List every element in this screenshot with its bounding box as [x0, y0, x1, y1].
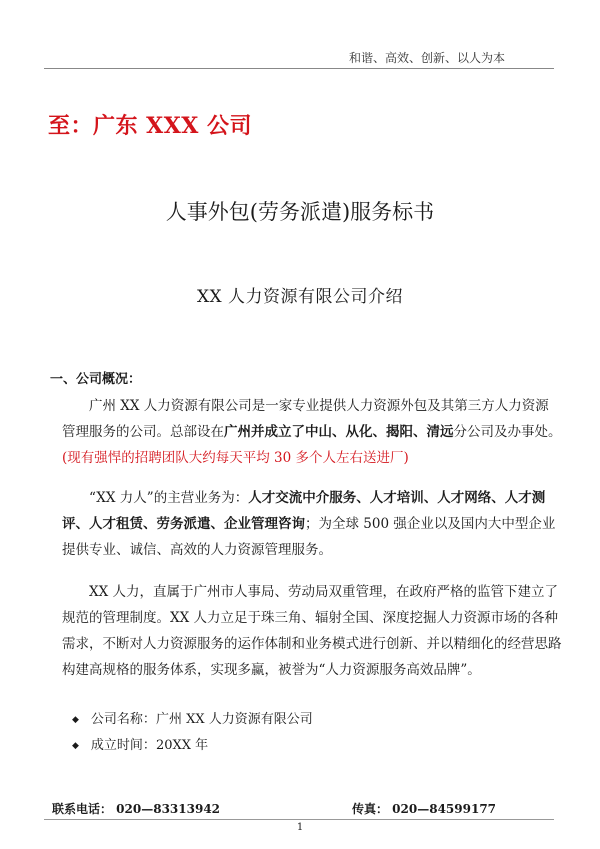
p1-recruitment-note: (现有强悍的招聘团队大约每天平均 30 多个人左右送进厂) [62, 450, 409, 466]
company-name-label: 公司名称： [90, 712, 156, 727]
paragraph-management: XX 人力，直属于广州市人事局、劳动局双重管理，在政府严格的监管下建立了规范的管理制度。XX 人力立足于珠三角、辐射全国、深度挖掘人力资源市场的各种需求，不断对人力资源服务的运作体制和业务模式进行创新、并以精细化的经营思路构建高规格的服务体系，实现多赢，被誉为“人力资源服务高效品牌”。 [62, 584, 562, 678]
footer-rule [44, 819, 554, 820]
header-rule [44, 68, 554, 69]
document-title: 人事外包(劳务派遣)服务标书 [165, 200, 435, 224]
p1-text-a: 广州 XX 人力资源有限公司是一家专业提供人力资源外包及其第三方人力资源管理服务的公司。总部设在 [62, 398, 549, 440]
page-number: 1 [296, 822, 304, 833]
section-heading-overview: 一、公司概况： [50, 372, 142, 387]
header-motto: 和谐、高效、创新、以人为本 [348, 51, 505, 65]
recipient-line: 至：广东 XXX 公司 [48, 113, 253, 139]
p2-text-a: “XX 力人”的主营业务为： [89, 490, 249, 506]
founded-value: 20XX 年 [155, 738, 209, 753]
contact-fax: 传真： 020—84599177 [352, 802, 497, 816]
p1-branch-cities: 广州并成立了中山、从化、揭阳、清远 [224, 424, 454, 440]
paragraph-main-business [62, 485, 562, 563]
paragraph-company-overview [62, 393, 562, 471]
company-name-value: 广州 XX 人力资源有限公司 [155, 712, 313, 727]
diamond-bullet-icon: ◆ [72, 715, 79, 725]
p2-text-c: ；为全球 500 强企业以及国内大中型企业提供专业、诚信、高效的人力资源管理服务。 [62, 516, 556, 558]
founded-label: 成立时间： [90, 738, 156, 753]
list-item-company-name [72, 707, 313, 733]
company-info-list [72, 707, 313, 759]
diamond-bullet-icon: ◆ [72, 741, 79, 751]
document-subtitle: XX 人力资源有限公司介绍 [196, 287, 404, 307]
p1-text-c: 分公司及办事处。 [453, 424, 562, 440]
p2-services-list: 人才交流中介服务、人才培训、人才网络、人才测评、人才租赁、劳务派遣、企业管理咨询 [62, 490, 546, 532]
contact-phone: 联系电话： 020—83313942 [52, 802, 221, 816]
list-item-founded [72, 733, 313, 759]
